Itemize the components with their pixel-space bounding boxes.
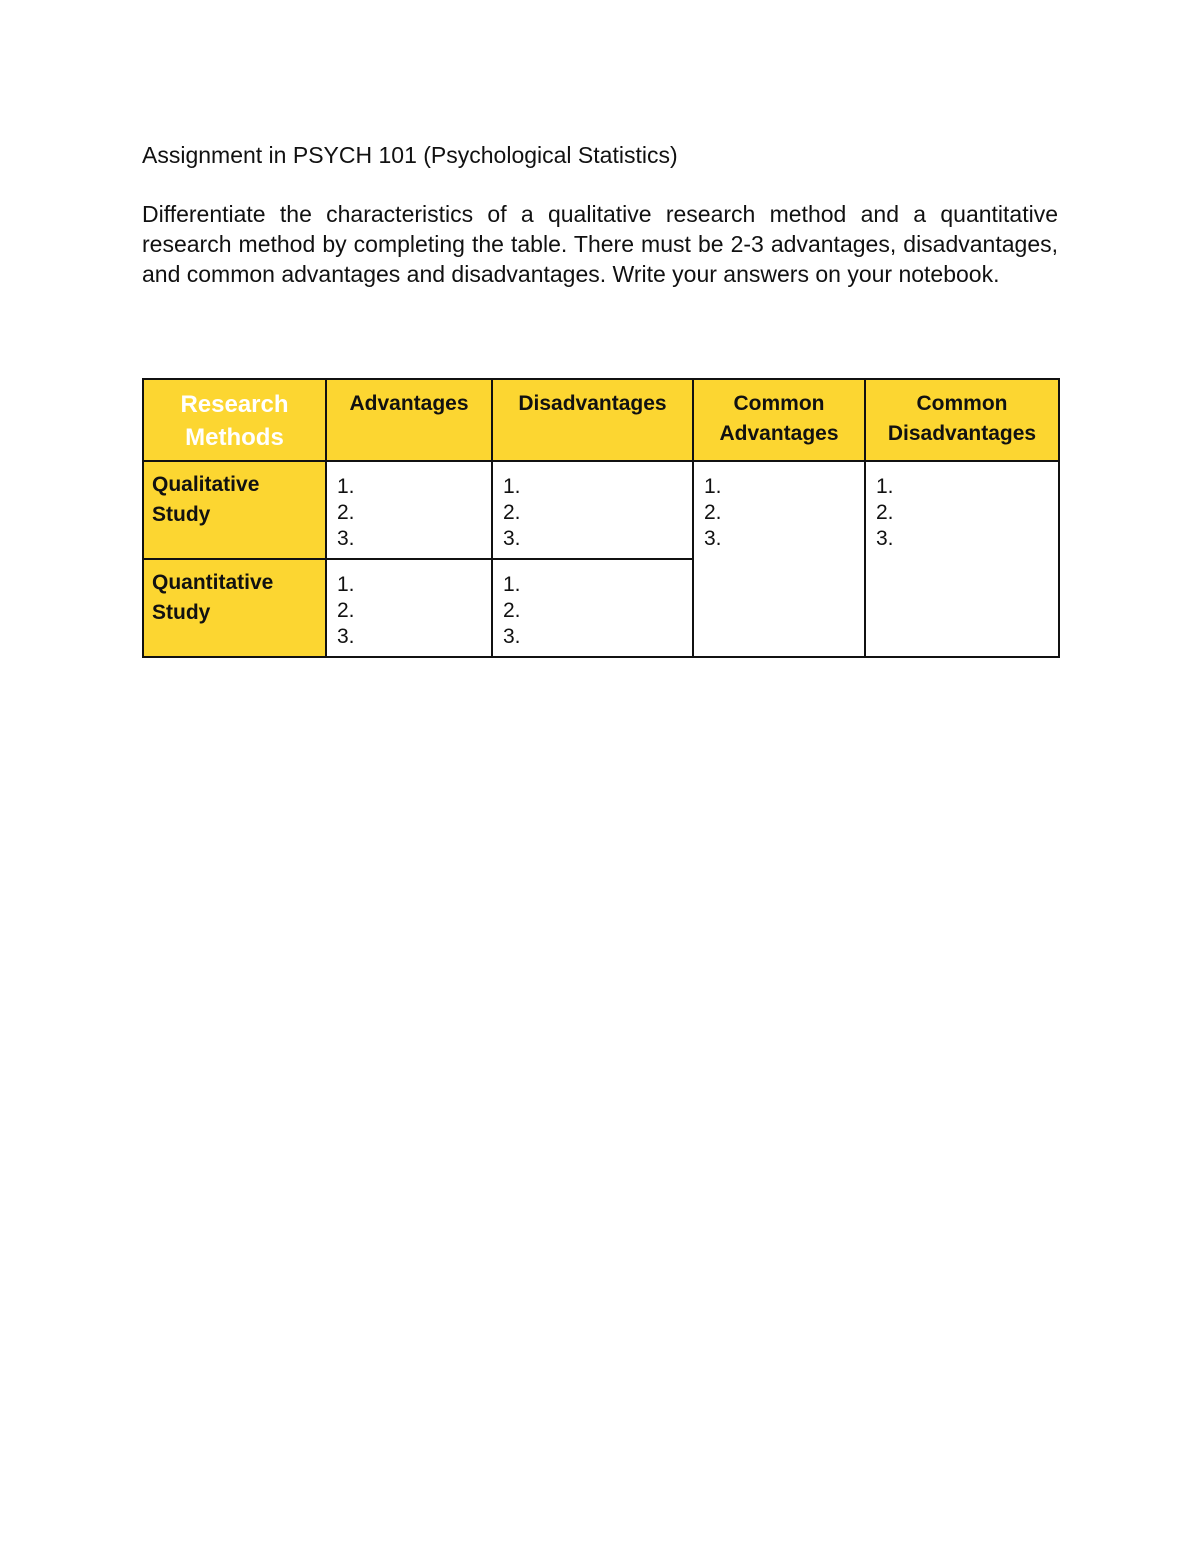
common-advantages-cell <box>693 461 865 657</box>
list-item: 2. <box>337 501 355 524</box>
research-methods-table <box>142 378 1060 658</box>
list-item: 2. <box>503 501 521 524</box>
list-item: 3. <box>704 527 722 550</box>
table-header-row <box>143 379 1059 461</box>
list-item: 3. <box>503 527 521 550</box>
row-label-quantitative: Quantitative Study <box>143 559 326 657</box>
common-disadvantages-cell <box>865 461 1059 657</box>
header-common-advantages: Common Advantages <box>693 379 865 461</box>
list-item: 1. <box>503 573 521 596</box>
quantitative-disadvantages-cell <box>492 559 693 657</box>
list-item: 3. <box>503 625 521 648</box>
list-item: 2. <box>503 599 521 622</box>
list-item: 1. <box>337 475 355 498</box>
header-advantages: Advantages <box>326 379 492 461</box>
row-label-qualitative: Qualitative Study <box>143 461 326 559</box>
header-common-disadvantages: Common Disadvantages <box>865 379 1059 461</box>
list-item: 2. <box>704 501 722 524</box>
list-item: 3. <box>876 527 894 550</box>
list-item: 2. <box>337 599 355 622</box>
list-item: 1. <box>876 475 894 498</box>
list-item: 1. <box>337 573 355 596</box>
assignment-instructions: Differentiate the characteristics of a qualitative research method and a quantitative research method by completing the table. There must be 2-3 advantages, disadvantages, and common advantages and disadvantages. Write your answers on your notebook. <box>142 201 1058 287</box>
list-item: 1. <box>704 475 722 498</box>
table-row-qualitative <box>143 461 1059 559</box>
list-item: 3. <box>337 625 355 648</box>
assignment-title: Assignment in PSYCH 101 (Psychological Statistics) <box>142 142 678 168</box>
list-item: 2. <box>876 501 894 524</box>
header-disadvantages: Disadvantages <box>492 379 693 461</box>
qualitative-disadvantages-cell <box>492 461 693 559</box>
header-research-methods: Research Methods <box>143 379 326 461</box>
qualitative-advantages-cell <box>326 461 492 559</box>
list-item: 1. <box>503 475 521 498</box>
list-item: 3. <box>337 527 355 550</box>
quantitative-advantages-cell <box>326 559 492 657</box>
assignment-page <box>142 140 1058 648</box>
